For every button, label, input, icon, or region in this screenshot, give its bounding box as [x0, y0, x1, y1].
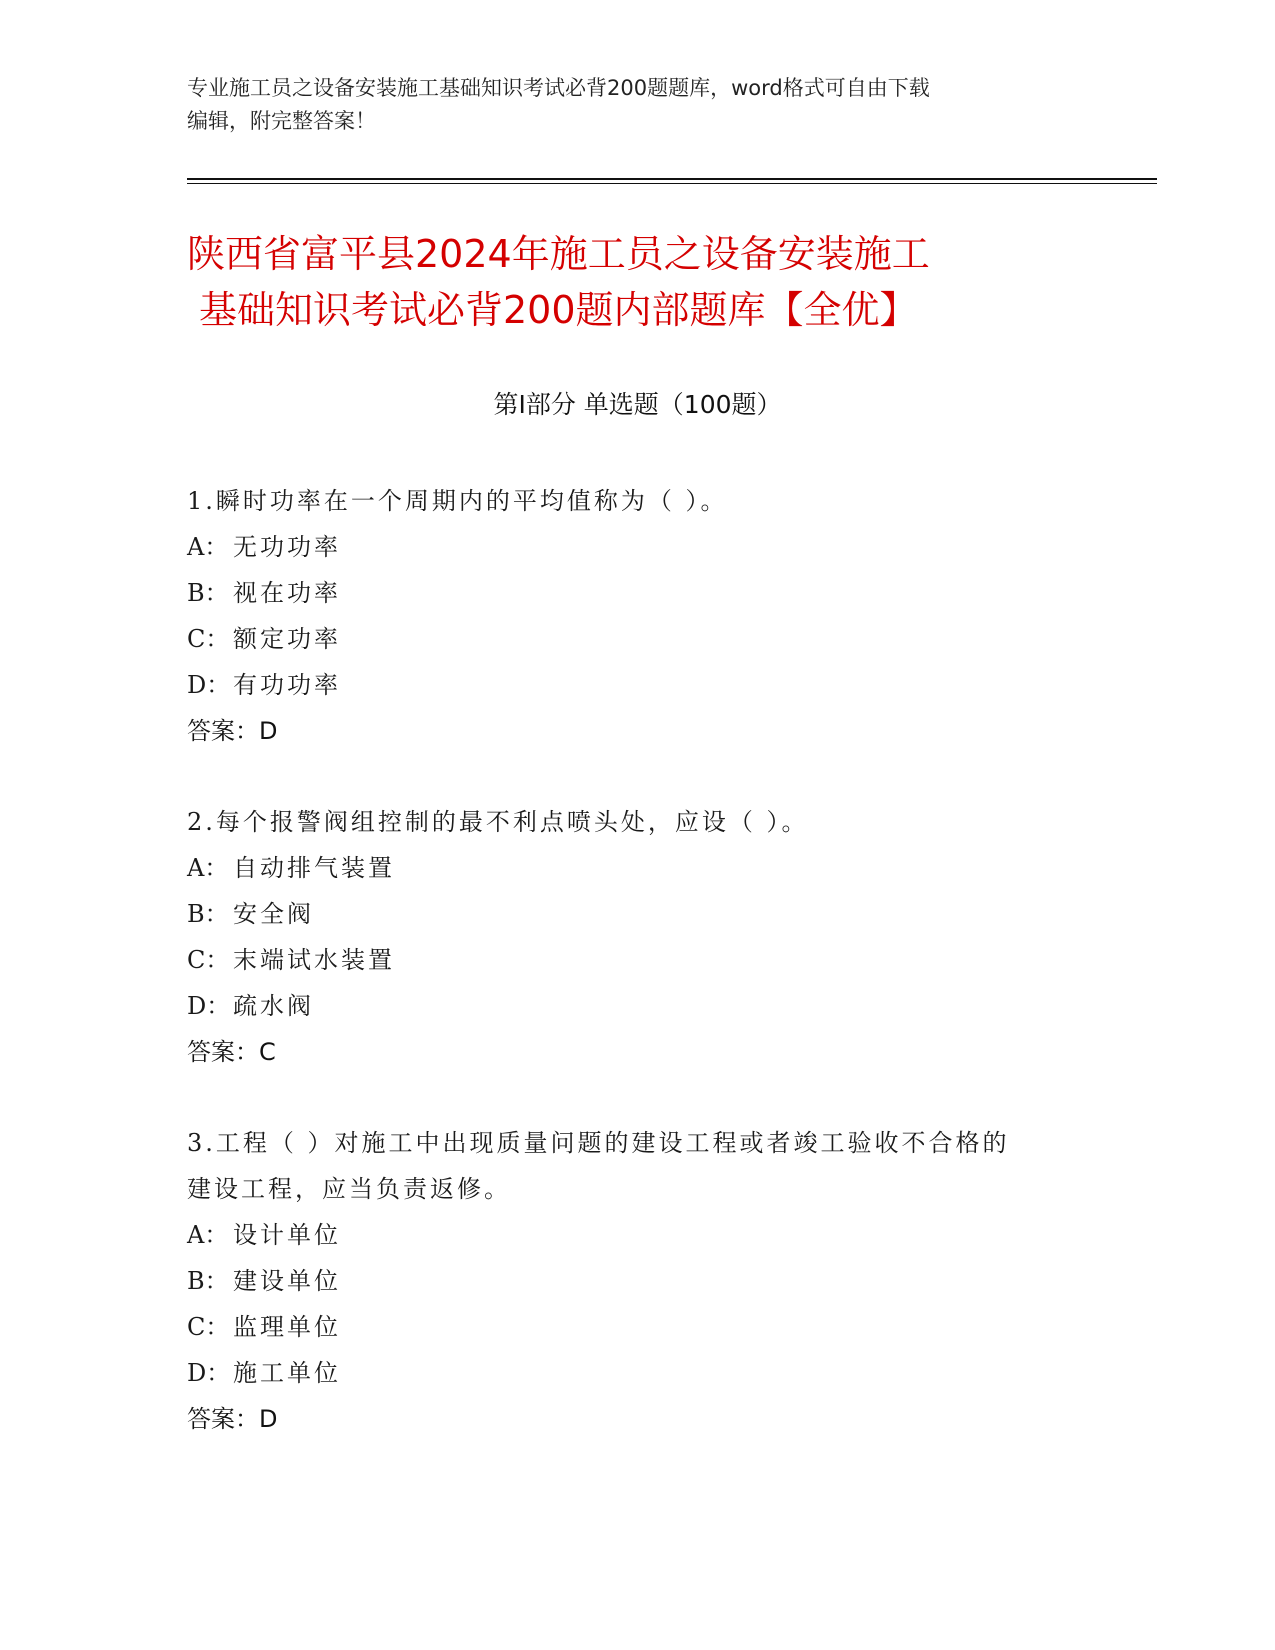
option-key: D： [187, 1359, 231, 1387]
header-divider-thin [187, 183, 1157, 184]
header-note [187, 72, 1087, 138]
question-1 [187, 478, 1087, 754]
option-key: C： [187, 946, 230, 974]
document-title-line-1: 陕西省富平县2024年施工员之设备安装施工 [187, 232, 930, 276]
question-stem: 1.瞬时功率在一个周期内的平均值称为（ ）。 [187, 487, 728, 515]
option-key: C： [187, 1313, 230, 1341]
header-divider-thick [187, 178, 1157, 180]
answer: 答案：D [187, 717, 278, 745]
question-3 [187, 1120, 1087, 1442]
option-key: D： [187, 671, 231, 699]
option-text: 额定功率 [233, 625, 341, 653]
option-a [187, 524, 1087, 570]
option-b [187, 1258, 1087, 1304]
option-d [187, 1350, 1087, 1396]
option-text: 末端试水装置 [233, 946, 395, 974]
option-b [187, 891, 1087, 937]
option-d [187, 662, 1087, 708]
question-stem: 2.每个报警阀组控制的最不利点喷头处，应设（ ）。 [187, 808, 809, 836]
question-list [187, 478, 1087, 1487]
answer: 答案：C [187, 1038, 276, 1066]
document-title-line-2: 基础知识考试必背200题内部题库【全优】 [199, 288, 918, 332]
option-text: 监理单位 [233, 1313, 341, 1341]
option-text: 疏水阀 [233, 992, 314, 1020]
option-key: B： [187, 1267, 229, 1295]
option-key: A： [187, 1221, 229, 1249]
option-key: A： [187, 854, 229, 882]
option-c [187, 937, 1087, 983]
option-c [187, 1304, 1087, 1350]
option-b [187, 570, 1087, 616]
section-title: 第Ⅰ部分 单选题（100题） [493, 390, 782, 419]
option-text: 自动排气装置 [233, 854, 395, 882]
header-note-line-2: 编辑，附完整答案！ [187, 109, 376, 133]
option-text: 施工单位 [233, 1359, 341, 1387]
option-text: 设计单位 [233, 1221, 341, 1249]
option-key: B： [187, 579, 229, 607]
option-key: C： [187, 625, 230, 653]
option-text: 无功功率 [233, 533, 341, 561]
question-stem-line-2: 建设工程，应当负责返修。 [187, 1175, 511, 1203]
option-a [187, 845, 1087, 891]
answer: 答案：D [187, 1405, 278, 1433]
option-key: A： [187, 533, 229, 561]
option-text: 建设单位 [233, 1267, 341, 1295]
option-key: B： [187, 900, 229, 928]
header-note-line-1: 专业施工员之设备安装施工基础知识考试必背200题题库，word格式可自由下载 [187, 76, 930, 100]
document-title [187, 226, 1117, 338]
option-d [187, 983, 1087, 1029]
option-key: D： [187, 992, 231, 1020]
option-text: 有功功率 [233, 671, 341, 699]
option-c [187, 616, 1087, 662]
question-2 [187, 799, 1087, 1075]
option-text: 安全阀 [233, 900, 314, 928]
option-a [187, 1212, 1087, 1258]
option-text: 视在功率 [233, 579, 341, 607]
question-stem-line-1: 3.工程（ ）对施工中出现质量问题的建设工程或者竣工验收不合格的 [187, 1129, 1010, 1157]
